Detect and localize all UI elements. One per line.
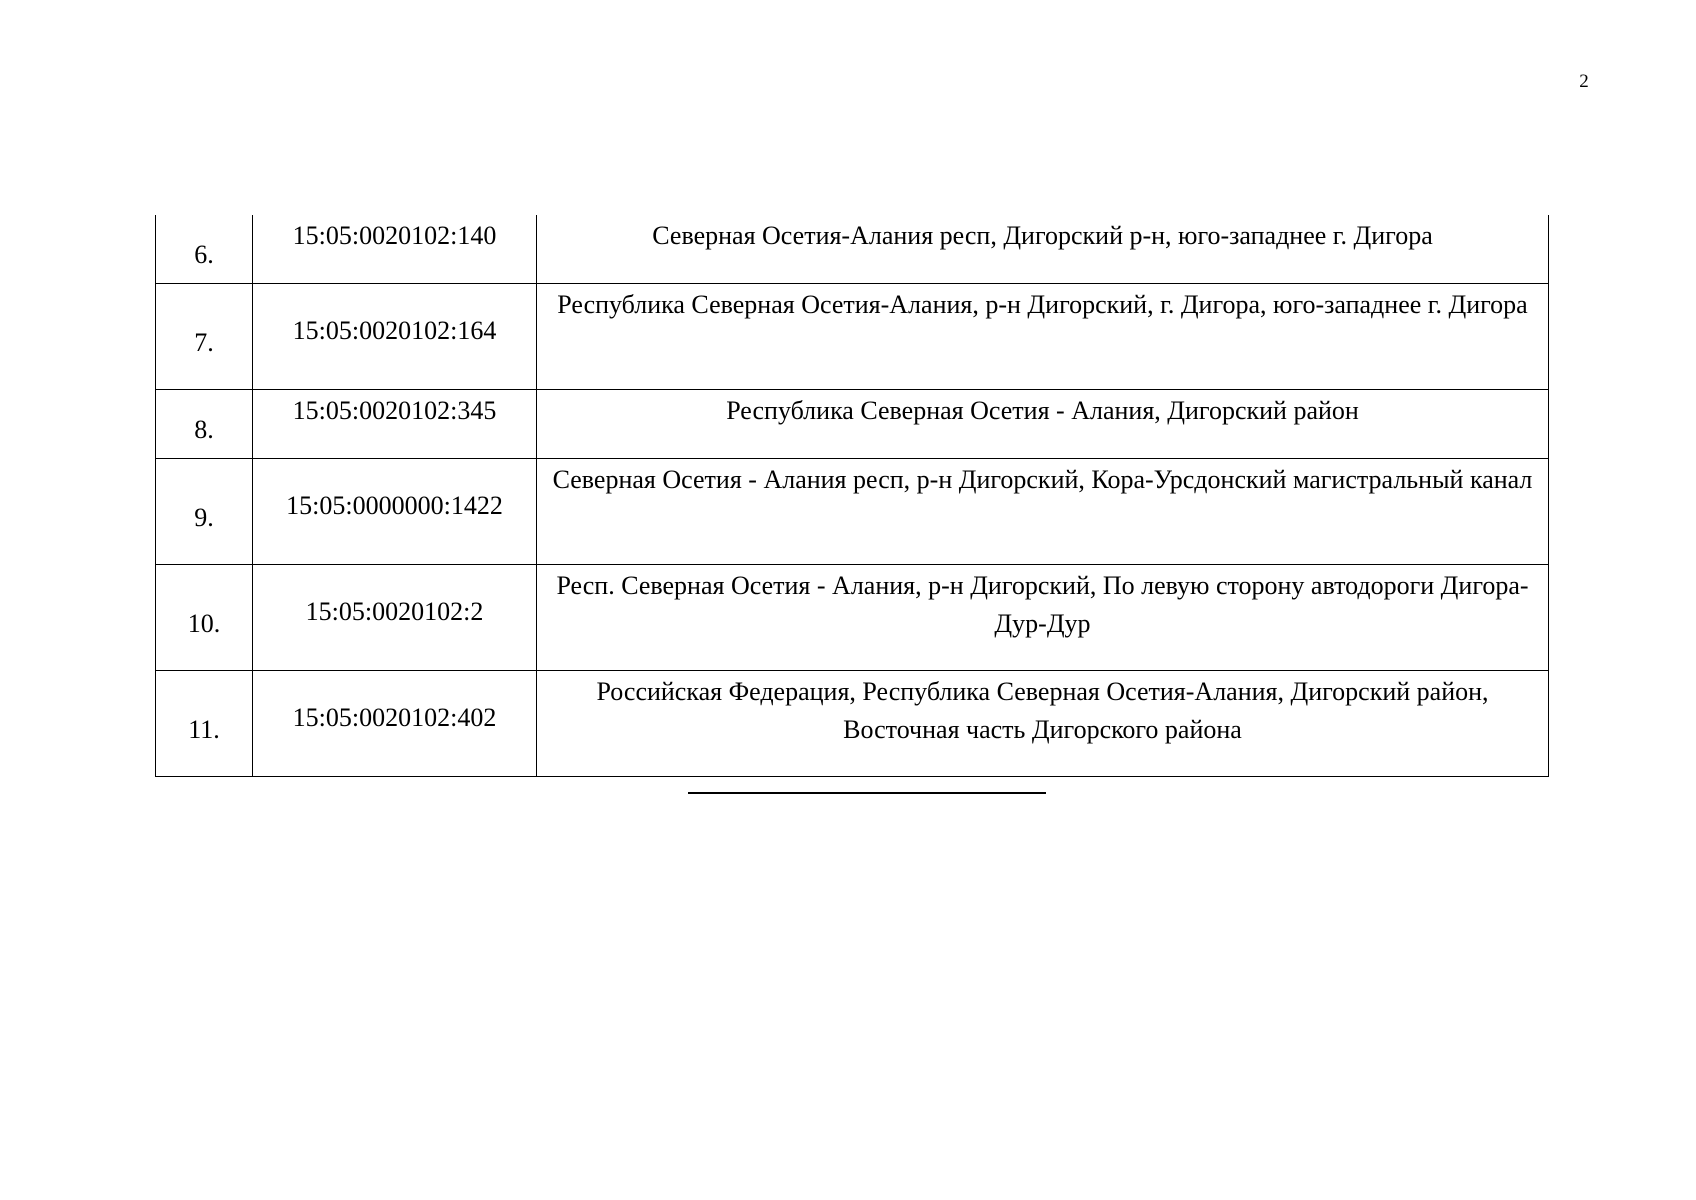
- table-row: [156, 284, 1549, 390]
- cadastral-number: 15:05:0020102:402: [253, 671, 537, 777]
- cadastral-number: 15:05:0000000:1422: [253, 459, 537, 565]
- cadastral-number: 15:05:0020102:345: [253, 390, 537, 459]
- table-row: [156, 390, 1549, 459]
- address: Респ. Северная Осетия - Алания, р-н Дигорский, По левую сторону автодороги Дигора-Дур-Дур: [537, 565, 1549, 671]
- cadastral-number: 15:05:0020102:140: [253, 215, 537, 284]
- address: Республика Северная Осетия-Алания, р-н Дигорский, г. Дигора, юго-западнее г. Дигора: [537, 284, 1549, 390]
- cadastral-number: 15:05:0020102:164: [253, 284, 537, 390]
- row-number: 8.: [156, 390, 253, 459]
- table-row: [156, 459, 1549, 565]
- address: Северная Осетия-Алания респ, Дигорский р-н, юго-западнее г. Дигора: [537, 215, 1549, 284]
- address: Северная Осетия - Алания респ, р-н Дигорский, Кора-Урсдонский магистральный канал: [537, 459, 1549, 565]
- row-number: 6.: [156, 215, 253, 284]
- table-row: [156, 565, 1549, 671]
- row-number: 9.: [156, 459, 253, 565]
- row-number: 11.: [156, 671, 253, 777]
- cadastral-number: 15:05:0020102:2: [253, 565, 537, 671]
- table-row: [156, 671, 1549, 777]
- table-row: [156, 215, 1549, 284]
- row-number: 7.: [156, 284, 253, 390]
- land-plots-table: [155, 215, 1548, 777]
- address: Российская Федерация, Республика Северная Осетия-Алания, Дигорский район, Восточная часть Дигорского района: [537, 671, 1549, 777]
- land-plots-table-grid: [155, 215, 1549, 777]
- address: Республика Северная Осетия - Алания, Дигорский район: [537, 390, 1549, 459]
- row-number: 10.: [156, 565, 253, 671]
- page-number: 2: [1579, 71, 1589, 92]
- end-separator-line: [688, 792, 1046, 794]
